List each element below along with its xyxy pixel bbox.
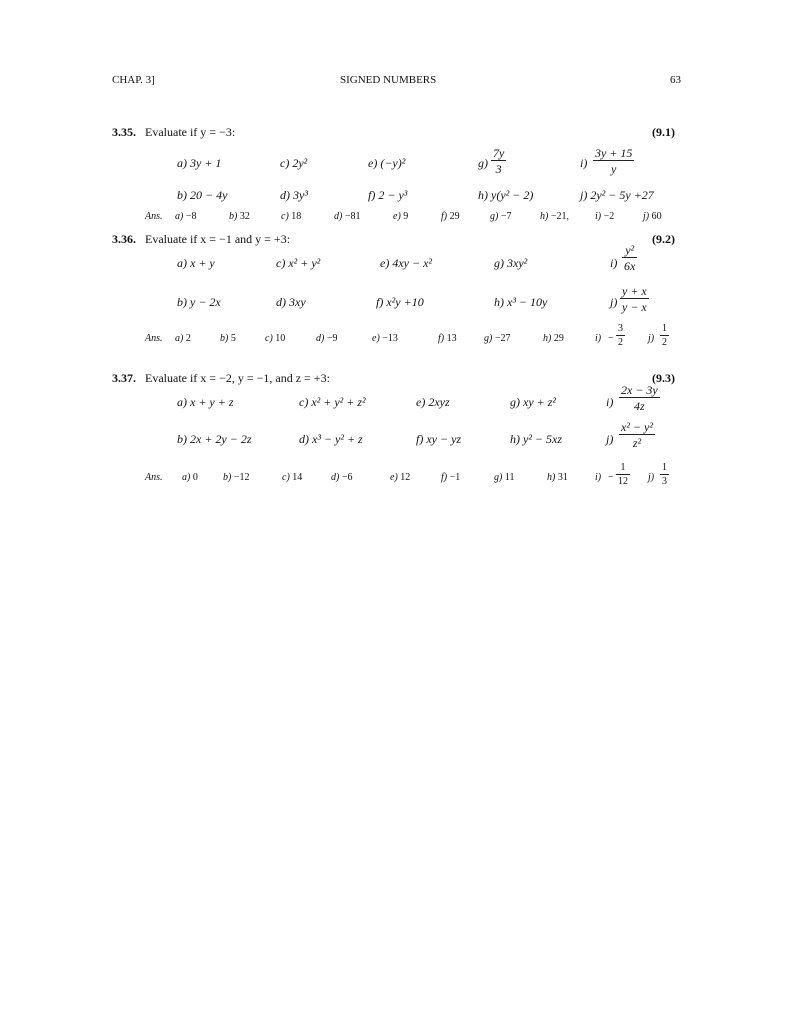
answer-i-fraction	[616, 463, 630, 487]
answer-label: d)	[316, 333, 325, 344]
answer-h	[540, 212, 569, 222]
item-expr: y(y² − 2)	[491, 188, 534, 202]
exercise-h	[494, 296, 547, 308]
item-expr: 20 − 4y	[190, 188, 228, 202]
answer-label: j)	[643, 211, 650, 222]
answers-label: Ans.	[145, 472, 163, 483]
exercise-e	[368, 157, 405, 169]
exercise-a	[177, 157, 221, 169]
answer-b	[220, 334, 236, 344]
answer-label: h)	[547, 472, 556, 483]
answer-label: j)	[648, 472, 655, 483]
answer-j-fraction	[660, 463, 669, 487]
fraction-j	[619, 421, 655, 449]
item-label: f)	[368, 188, 376, 202]
answer-value: 14	[292, 472, 303, 483]
item-label: j)	[580, 188, 588, 202]
exercise-f	[416, 433, 461, 445]
item-expr: x³ − y² + z	[312, 432, 363, 446]
answers-label: Ans.	[145, 211, 163, 222]
item-expr: 3xy²	[507, 256, 528, 270]
problem-number: 3.36.	[112, 232, 136, 246]
answer-label: d)	[334, 211, 343, 222]
answer-label: a)	[175, 211, 184, 222]
denominator: y − x	[622, 300, 647, 314]
answer-label: f)	[441, 472, 448, 483]
answer-value: −7	[500, 211, 512, 222]
answer-f	[438, 334, 457, 344]
item-label: j)	[606, 432, 614, 446]
numerator: 1	[662, 323, 667, 334]
answer-label: e)	[393, 211, 401, 222]
minus-sign: −	[608, 472, 614, 483]
answer-label: b)	[223, 472, 232, 483]
answer-value: 9	[403, 211, 409, 222]
answer-value: −21,	[550, 211, 569, 222]
fraction-i	[619, 384, 660, 412]
exercise-e	[380, 257, 432, 269]
exercise-c	[299, 396, 366, 408]
answer-value: −13	[382, 333, 398, 344]
answer-label: i)	[595, 211, 602, 222]
answer-d	[316, 334, 337, 344]
exercise-f	[376, 296, 424, 308]
item-label: i)	[610, 256, 618, 270]
denominator: 12	[618, 476, 628, 487]
answer-value: 32	[239, 211, 250, 222]
numerator: 3y + 15	[595, 146, 633, 160]
answer-j	[643, 212, 662, 222]
answer-label: g)	[494, 472, 503, 483]
denominator: 4z	[634, 399, 645, 413]
answer-label: g)	[490, 211, 499, 222]
answer-label: h)	[540, 211, 549, 222]
answer-label: j)	[648, 333, 655, 344]
item-label: j)	[610, 295, 618, 309]
item-expr: x + y + z	[190, 395, 234, 409]
item-label: g)	[478, 156, 488, 170]
exercise-h	[478, 189, 533, 201]
item-label: h)	[510, 432, 520, 446]
answer-label: b)	[229, 211, 238, 222]
item-label: d)	[276, 295, 286, 309]
item-expr: x + y	[190, 256, 215, 270]
numerator: y + x	[622, 284, 647, 298]
answer-value: 12	[400, 472, 411, 483]
denominator: 2	[618, 337, 623, 348]
answer-i-fraction	[616, 324, 625, 348]
answer-b	[223, 473, 249, 483]
item-expr: 2y² − 5y +27	[590, 188, 654, 202]
item-expr: y² − 5xz	[523, 432, 563, 446]
item-expr: 3y + 1	[190, 156, 222, 170]
answer-label: d)	[331, 472, 340, 483]
answer-d	[331, 473, 352, 483]
answer-label: f)	[438, 333, 445, 344]
minus-sign: −	[608, 333, 614, 344]
reference: (9.2)	[652, 232, 675, 246]
answer-e	[372, 334, 398, 344]
item-label: h)	[494, 295, 504, 309]
answer-value: −9	[326, 333, 338, 344]
numerator: 1	[662, 462, 667, 473]
answer-label: c)	[281, 211, 289, 222]
answer-f	[441, 212, 460, 222]
item-label: e)	[380, 256, 390, 270]
item-expr: 2 − y³	[378, 188, 408, 202]
numerator: 2x − 3y	[621, 383, 658, 397]
problem-number: 3.37.	[112, 371, 136, 385]
exercise-j	[580, 189, 654, 201]
problem-prompt: Evaluate if x = −1 and y = +3:	[145, 232, 291, 246]
item-label: a)	[177, 156, 187, 170]
answer-value: −81	[344, 211, 361, 222]
denominator: z²	[632, 436, 642, 450]
fraction-i	[622, 244, 637, 272]
numerator: 1	[616, 463, 630, 475]
item-expr: y − 2x	[190, 295, 221, 309]
exercise-h	[510, 433, 562, 445]
answer-g	[490, 212, 511, 222]
numerator: 7y	[493, 146, 505, 160]
answer-a	[175, 334, 191, 344]
exercise-g	[510, 396, 556, 408]
item-label: c)	[280, 156, 290, 170]
item-label: g)	[510, 395, 520, 409]
answer-label: e)	[390, 472, 398, 483]
problem-prompt: Evaluate if x = −2, y = −1, and z = +3:	[145, 371, 330, 385]
item-expr: x²y +10	[386, 295, 424, 309]
answers-label: Ans.	[145, 333, 163, 344]
answer-c	[282, 473, 302, 483]
answer-f	[441, 473, 460, 483]
answer-g	[494, 473, 514, 483]
answer-h	[543, 334, 564, 344]
exercise-c	[280, 157, 307, 169]
exercise-a	[177, 396, 234, 408]
item-expr: 3y³	[293, 188, 308, 202]
exercise-f	[368, 189, 407, 201]
answer-a	[175, 212, 196, 222]
answer-c	[281, 212, 301, 222]
answer-label: i)	[595, 472, 602, 483]
exercise-d	[299, 433, 363, 445]
item-expr: 2x + 2y − 2z	[190, 432, 252, 446]
exercise-g	[494, 257, 527, 269]
exercise-c	[276, 257, 320, 269]
item-expr: (−y)²	[380, 156, 406, 170]
answer-value: 18	[291, 211, 302, 222]
item-label: h)	[478, 188, 488, 202]
chapter-header: CHAP. 3]	[112, 74, 155, 86]
item-label: i)	[580, 156, 588, 170]
answer-b	[229, 212, 250, 222]
answer-h	[547, 473, 568, 483]
answer-d	[334, 212, 360, 222]
fraction-i	[593, 147, 634, 175]
answer-value: 2	[185, 333, 191, 344]
denominator: y	[611, 162, 617, 176]
item-label: f)	[416, 432, 424, 446]
denominator: 2	[662, 337, 667, 348]
exercise-d	[276, 296, 306, 308]
exercise-e	[416, 396, 450, 408]
problem-prompt: Evaluate if y = −3:	[145, 125, 236, 139]
item-label: b)	[177, 432, 187, 446]
answer-label: i)	[595, 333, 602, 344]
problem-number: 3.35.	[112, 125, 136, 139]
answer-label: h)	[543, 333, 552, 344]
item-expr: 4xy − x²	[392, 256, 433, 270]
item-label: f)	[376, 295, 384, 309]
item-label: c)	[276, 256, 286, 270]
item-expr: x² + y²	[288, 256, 321, 270]
item-label: a)	[177, 256, 187, 270]
answer-c	[265, 334, 285, 344]
exercise-a	[177, 257, 215, 269]
item-expr: 2y²	[292, 156, 308, 170]
item-expr: x³ − 10y	[507, 295, 548, 309]
reference: (9.3)	[652, 371, 675, 385]
item-label: b)	[177, 295, 187, 309]
item-expr: x² + y² + z²	[311, 395, 366, 409]
answer-a	[182, 473, 198, 483]
section-title: SIGNED NUMBERS	[340, 74, 437, 86]
answer-label: c)	[282, 472, 290, 483]
item-expr: 2xyz	[428, 395, 450, 409]
answer-value: 10	[275, 333, 286, 344]
answer-label: a)	[182, 472, 191, 483]
answer-value: 60	[651, 211, 662, 222]
answer-value: 31	[557, 472, 568, 483]
denominator: 3	[495, 162, 502, 176]
answer-value: −27	[494, 333, 511, 344]
fraction-g	[491, 147, 506, 175]
page-number: 63	[670, 74, 681, 86]
denominator: 6x	[624, 259, 636, 273]
answer-value: −1	[449, 472, 461, 483]
denominator: 3	[662, 476, 667, 487]
item-label: d)	[299, 432, 309, 446]
answer-label: a)	[175, 333, 184, 344]
answer-value: −2	[603, 211, 615, 222]
answer-value: 29	[449, 211, 460, 222]
answer-value: 0	[192, 472, 198, 483]
item-label: b)	[177, 188, 187, 202]
item-expr: 3xy	[289, 295, 306, 309]
exercise-d	[280, 189, 308, 201]
item-label: e)	[416, 395, 426, 409]
answer-value: 11	[504, 472, 515, 483]
exercise-b	[177, 189, 227, 201]
answer-label: c)	[265, 333, 273, 344]
answer-value: 13	[446, 333, 457, 344]
numerator: 3	[618, 323, 623, 334]
answer-e	[390, 473, 410, 483]
answer-i	[595, 212, 614, 222]
answer-label: g)	[484, 333, 493, 344]
answer-value: 5	[230, 333, 236, 344]
item-expr: xy − yz	[426, 432, 462, 446]
answer-e	[393, 212, 408, 222]
item-label: a)	[177, 395, 187, 409]
answer-value: −8	[185, 211, 197, 222]
item-label: i)	[606, 395, 614, 409]
answer-value: 29	[553, 333, 564, 344]
answer-g	[484, 334, 510, 344]
fraction-j	[620, 285, 649, 313]
answer-label: b)	[220, 333, 229, 344]
answer-label: f)	[441, 211, 448, 222]
numerator: x² − y²	[621, 420, 653, 434]
item-expr: xy + z²	[523, 395, 557, 409]
numerator: y²	[622, 244, 637, 258]
answer-value: −6	[341, 472, 353, 483]
item-label: g)	[494, 256, 504, 270]
item-label: d)	[280, 188, 290, 202]
item-label: e)	[368, 156, 378, 170]
answer-label: e)	[372, 333, 380, 344]
exercise-b	[177, 296, 221, 308]
reference: (9.1)	[652, 125, 675, 139]
answer-value: −12	[233, 472, 250, 483]
exercise-b	[177, 433, 252, 445]
item-label: c)	[299, 395, 309, 409]
answer-j-fraction	[660, 324, 669, 348]
